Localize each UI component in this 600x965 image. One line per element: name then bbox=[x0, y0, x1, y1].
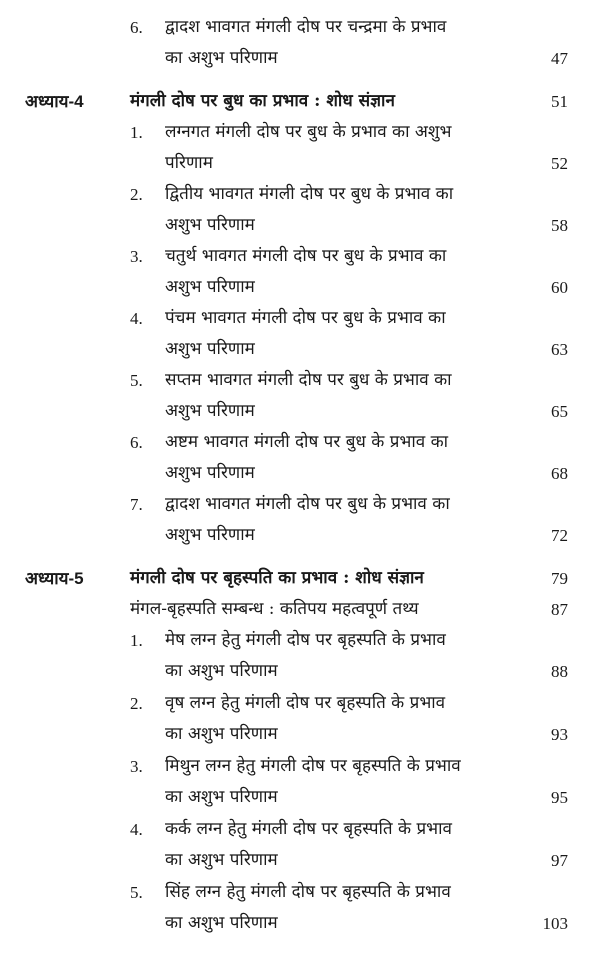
entry-text: लग्नगत मंगली दोष पर बुध के प्रभाव का अशुभ bbox=[165, 122, 452, 142]
entry-text: अशुभ परिणाम bbox=[165, 401, 255, 421]
entry-line bbox=[0, 43, 600, 74]
entry-line bbox=[0, 334, 600, 365]
subheading-text: मंगल-बृहस्पति सम्बन्ध : कतिपय महत्वपूर्ण तथ्य bbox=[130, 599, 419, 619]
page-number: 47 bbox=[551, 49, 568, 68]
entry-line bbox=[0, 396, 600, 427]
toc-entry bbox=[0, 625, 600, 687]
entry-text: चतुर्थ भावगत मंगली दोष पर बुध के प्रभाव का bbox=[165, 246, 447, 266]
subheading-entry bbox=[0, 594, 600, 625]
toc-entry bbox=[0, 814, 600, 876]
entry-number: 2. bbox=[130, 694, 143, 713]
toc-entry bbox=[0, 117, 600, 179]
page-number: 88 bbox=[551, 662, 568, 681]
entry-line bbox=[0, 656, 600, 687]
entry-text: कर्क लग्न हेतु मंगली दोष पर बृहस्पति के प्रभाव bbox=[165, 819, 452, 839]
entry-line bbox=[0, 179, 600, 210]
entry-line bbox=[0, 625, 600, 656]
entry-number: 3. bbox=[130, 247, 143, 266]
page-number: 60 bbox=[551, 278, 568, 297]
entry-number: 2. bbox=[130, 185, 143, 204]
toc-entry bbox=[0, 303, 600, 365]
entry-line bbox=[0, 719, 600, 750]
page-number: 52 bbox=[551, 154, 568, 173]
entry-text: द्वादश भावगत मंगली दोष पर बुध के प्रभाव का bbox=[165, 494, 450, 514]
entry-number: 1. bbox=[130, 123, 143, 142]
entry-text: अशुभ परिणाम bbox=[165, 525, 255, 545]
entry-text: द्वितीय भावगत मंगली दोष पर बुध के प्रभाव का bbox=[165, 184, 454, 204]
chapter-heading bbox=[0, 86, 600, 117]
entry-text: अशुभ परिणाम bbox=[165, 339, 255, 359]
entry-text: का अशुभ परिणाम bbox=[165, 913, 278, 933]
page-number: 87 bbox=[551, 600, 568, 619]
chapter-title: मंगली दोष पर बुध का प्रभाव : शोध संज्ञान bbox=[130, 91, 395, 111]
chapter-label: अध्याय-4 bbox=[25, 92, 84, 111]
chapter-label: अध्याय-5 bbox=[25, 569, 84, 588]
toc-entry bbox=[0, 365, 600, 427]
entry-text: का अशुभ परिणाम bbox=[165, 48, 278, 68]
entry-text: अशुभ परिणाम bbox=[165, 277, 255, 297]
entry-number: 5. bbox=[130, 883, 143, 902]
entry-text: का अशुभ परिणाम bbox=[165, 850, 278, 870]
entry-text: द्वादश भावगत मंगली दोष पर चन्द्रमा के प्रभाव bbox=[165, 17, 447, 37]
entry-line bbox=[0, 814, 600, 845]
entry-line bbox=[0, 908, 600, 939]
entry-number: 6. bbox=[130, 433, 143, 452]
toc-entry bbox=[0, 241, 600, 303]
entry-text: अष्टम भावगत मंगली दोष पर बुध के प्रभाव का bbox=[165, 432, 449, 452]
entry-line bbox=[0, 458, 600, 489]
entry-text: वृष लग्न हेतु मंगली दोष पर बृहस्पति के प्रभाव bbox=[165, 693, 446, 713]
entry-line bbox=[0, 148, 600, 179]
page-number: 63 bbox=[551, 340, 568, 359]
page-number: 97 bbox=[551, 851, 568, 870]
page-number: 72 bbox=[551, 526, 568, 545]
entry-text: पंचम भावगत मंगली दोष पर बुध के प्रभाव का bbox=[165, 308, 446, 328]
toc-entry bbox=[0, 12, 600, 74]
toc-entry bbox=[0, 179, 600, 241]
entry-line bbox=[0, 845, 600, 876]
page-number: 95 bbox=[551, 788, 568, 807]
entry-text: का अशुभ परिणाम bbox=[165, 661, 278, 681]
entry-line bbox=[0, 520, 600, 551]
entry-text: परिणाम bbox=[165, 153, 213, 173]
toc-entry bbox=[0, 877, 600, 939]
entry-text: सिंह लग्न हेतु मंगली दोष पर बृहस्पति के प्रभाव bbox=[165, 882, 451, 902]
toc-entry bbox=[0, 688, 600, 750]
toc-entry bbox=[0, 751, 600, 813]
toc-entry bbox=[0, 427, 600, 489]
entry-text: मेष लग्न हेतु मंगली दोष पर बृहस्पति के प्रभाव bbox=[165, 630, 446, 650]
entry-line bbox=[0, 303, 600, 334]
entry-line bbox=[0, 12, 600, 43]
entry-line bbox=[0, 489, 600, 520]
entry-text: सप्तम भावगत मंगली दोष पर बुध के प्रभाव का bbox=[165, 370, 452, 390]
entry-number: 1. bbox=[130, 631, 143, 650]
chapter-heading bbox=[0, 563, 600, 594]
entry-text: मिथुन लग्न हेतु मंगली दोष पर बृहस्पति के प्रभाव bbox=[165, 756, 461, 776]
entry-line bbox=[0, 782, 600, 813]
page-number: 93 bbox=[551, 725, 568, 744]
page-number: 65 bbox=[551, 402, 568, 421]
entry-text: अशुभ परिणाम bbox=[165, 463, 255, 483]
entry-line bbox=[0, 241, 600, 272]
toc-entry bbox=[0, 489, 600, 551]
page-number: 103 bbox=[542, 914, 568, 933]
entry-number: 4. bbox=[130, 309, 143, 328]
entry-line bbox=[0, 117, 600, 148]
page-number: 68 bbox=[551, 464, 568, 483]
entry-number: 4. bbox=[130, 820, 143, 839]
entry-line bbox=[0, 365, 600, 396]
entry-line bbox=[0, 272, 600, 303]
entry-number: 7. bbox=[130, 495, 143, 514]
page-number: 58 bbox=[551, 216, 568, 235]
entry-number: 6. bbox=[130, 18, 143, 37]
entry-text: का अशुभ परिणाम bbox=[165, 787, 278, 807]
entry-line bbox=[0, 210, 600, 241]
chapter-title: मंगली दोष पर बृहस्पति का प्रभाव : शोध संज्ञान bbox=[130, 568, 424, 588]
table-of-contents bbox=[0, 12, 600, 940]
entry-text: अशुभ परिणाम bbox=[165, 215, 255, 235]
entry-line bbox=[0, 688, 600, 719]
entry-number: 5. bbox=[130, 371, 143, 390]
entry-number: 3. bbox=[130, 757, 143, 776]
page-number: 79 bbox=[551, 569, 568, 588]
entry-line bbox=[0, 751, 600, 782]
entry-line bbox=[0, 877, 600, 908]
entry-text: का अशुभ परिणाम bbox=[165, 724, 278, 744]
entry-line bbox=[0, 427, 600, 458]
page-number: 51 bbox=[551, 92, 568, 111]
